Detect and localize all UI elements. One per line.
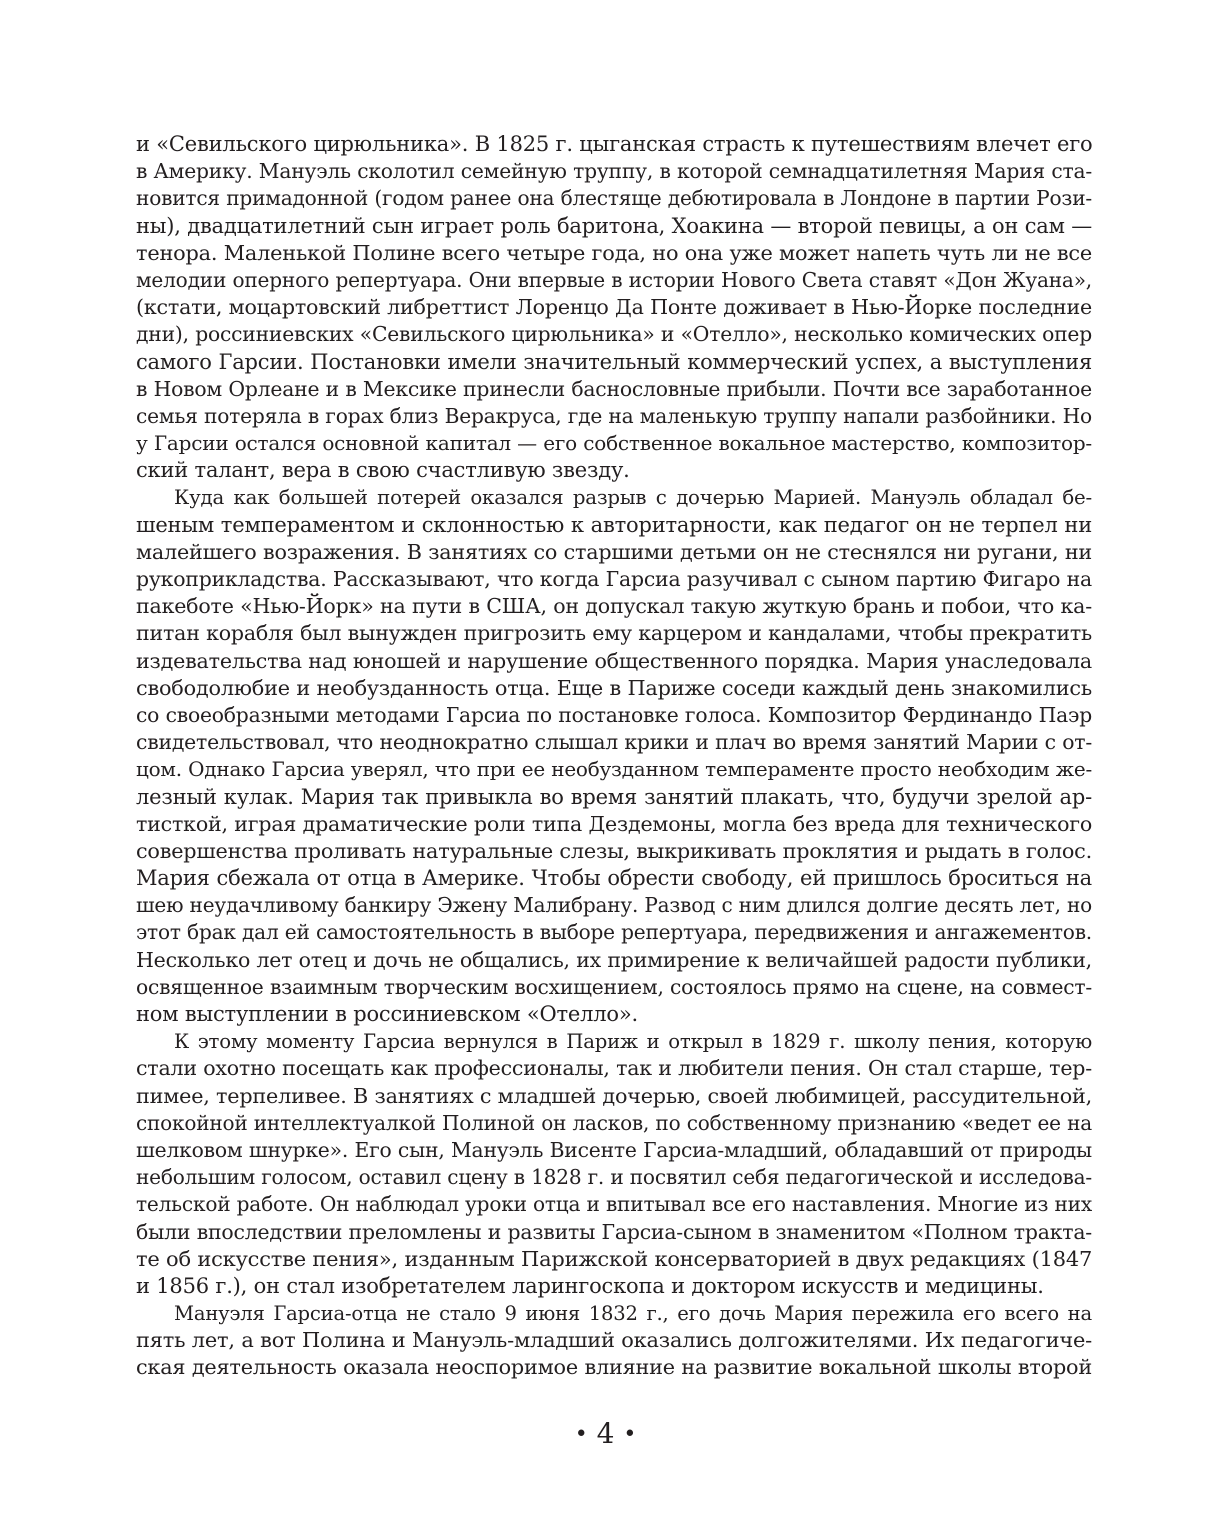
text-line: питан корабля был вынужден пригрозить ему карцером и кандалами, чтобы прекратить (136, 621, 1092, 646)
text-line: в Америку. Мануэль сколотил семейную труппу, в которой семнадцатилетняя Мария ста- (136, 159, 1092, 184)
text-line: новится примадонной (годом ранее она блестяще дебютировала в Лондоне в партии Рози- (136, 186, 1092, 211)
text-line: со своеобразными методами Гарсиа по постановке голоса. Композитор Фердинандо Паэр (136, 702, 1092, 727)
text-line: и «Севильского цирюльника». В 1825 г. цыганская страсть к путешествиям влечет его (136, 132, 1093, 156)
text-line: ны), двадцатилетний сын играет роль баритона, Хоакина — второй певицы, а он сам — (136, 213, 1092, 238)
page-number-value: 4 (596, 1417, 615, 1450)
text-line: Мария сбежала от отца в Америке. Чтобы обрести свободу, ей пришлось броситься на (136, 866, 1092, 891)
text-line: тельской работе. Он наблюдал уроки отца и впитывал все его наставления. Многие из них (136, 1192, 1092, 1217)
text-line: небольшим голосом, оставил сцену в 1828 г. и посвятил себя педагогической и исследова- (136, 1165, 1092, 1190)
text-line: издевательства над юношей и нарушение общественного порядка. Мария унаследовала (136, 648, 1092, 673)
text-line: дни), россиниевских «Севильского цирюльника» и «Отелло», несколько комических опер (136, 322, 1092, 347)
text-line: рукоприкладства. Рассказывают, что когда Гарсиа разучивал с сыном партию Фигаро на (136, 567, 1092, 591)
text-line: стали охотно посещать как профессионалы, так и любители пения. Он стал старше, тер- (136, 1056, 1092, 1081)
text-line: в Новом Орлеане и в Мексике принесли баснословные прибыли. Почти все заработанное (136, 376, 1092, 401)
text-line: (кстати, моцартовский либреттист Лоренцо Да Понте доживает в Нью-Йорке последние (136, 295, 1092, 320)
paragraph (136, 131, 1092, 484)
text-line: Несколько лет отец и дочь не общались, их примирение к величайшей радости публики, (136, 947, 1092, 972)
text-line: цом. Однако Гарсиа уверял, что при ее необузданном темпераменте просто необходим же- (136, 757, 1092, 782)
text-line: были впоследствии преломлены и развиты Гарсиа-сыном в знаменитом «Полном тракта- (136, 1219, 1092, 1244)
folio-ornament-right: • (623, 1422, 637, 1447)
paragraph (136, 1028, 1092, 1300)
text-line: Мануэля Гарсиа-отца не стало 9 июня 1832 г., его дочь Мария пережила его всего на (174, 1302, 1092, 1326)
text-line: семья потеряла в горах близ Веракруса, где на маленькую труппу напали разбойники. Но (136, 403, 1092, 428)
text-line: шеным темпераментом и склонностью к авторитарности, как педагог он не терпел ни (136, 512, 1092, 537)
text-line: тисткой, играя драматические роли типа Дездемоны, могла без вреда для технического (136, 811, 1092, 836)
text-line: пимее, терпеливее. В занятиях с младшей дочерью, своей любимицей, рассудительной, (136, 1083, 1092, 1108)
text-line: свободолюбие и необузданность отца. Еще в Париже соседи каждый день знакомились (136, 675, 1092, 700)
text-line: К этому моменту Гарсиа вернулся в Париж и открыл в 1829 г. школу пения, которую (174, 1030, 1092, 1054)
page-number (0, 1414, 1211, 1455)
text-line: тенора. Маленькой Полине всего четыре года, но она уже может напеть чуть ли не все (136, 240, 1093, 265)
text-line: и 1856 г.), он стал изобретателем ларингоскопа и доктором искусств и медицины. (136, 1273, 1044, 1298)
text-line: свидетельствовал, что неоднократно слышал крики и плач во время занятий Марии с от- (136, 730, 1092, 755)
text-line: ская деятельность оказала неоспоримое влияние на развитие вокальной школы второй (136, 1355, 1092, 1380)
text-line: Куда как большей потерей оказался разрыв с дочерью Марией. Мануэль обладал бе- (174, 486, 1092, 510)
paragraph (136, 1300, 1092, 1382)
text-line: шею неудачливому банкиру Эжену Малибрану. Развод с ним длился долгие десять лет, но (136, 893, 1092, 918)
text-line: мелодии оперного репертуара. Они впервые в истории Нового Света ставят «Дон Жуана», (136, 267, 1092, 292)
paragraph (136, 484, 1092, 1028)
text-line: шелковом шнурке». Его сын, Мануэль Висенте Гарсиа-младший, обладавший от природы (136, 1137, 1092, 1162)
text-line: самого Гарсии. Постановки имели значительный коммерческий успех, а выступления (136, 349, 1092, 374)
text-line: малейшего возражения. В занятиях со старшими детьми он не стеснялся ни ругани, ни (136, 539, 1092, 564)
text-line: совершенства проливать натуральные слезы, выкрикивать проклятия и рыдать в голос. (136, 838, 1092, 863)
folio-ornament-left: • (574, 1422, 588, 1447)
body-text (136, 131, 1092, 1382)
text-line: те об искусстве пения», изданным Парижской консерваторией в двух редакциях (1847 (136, 1246, 1093, 1271)
text-line: спокойной интеллектуалкой Полиной он ласков, по собственному признанию «ведет ее на (136, 1110, 1092, 1135)
text-line: этот брак дал ей самостоятельность в выборе репертуара, передвижения и ангажементов. (136, 920, 1092, 945)
text-line: ном выступлении в россиниевском «Отелло». (136, 1002, 638, 1026)
text-line: пакеботе «Нью-Йорк» на пути в США, он допускал такую жуткую брань и побои, что ка- (136, 594, 1092, 619)
text-line: пять лет, а вот Полина и Мануэль-младший оказались долгожителями. Их педагогиче- (136, 1328, 1092, 1353)
text-line: лезный кулак. Мария так привыкла во время занятий плакать, что, будучи зрелой ар- (136, 784, 1092, 809)
text-line: у Гарсии остался основной капитал — его собственное вокальное мастерство, композитор- (136, 431, 1092, 456)
text-line: освященное взаимным творческим восхищением, состоялось прямо на сцене, на совмест- (136, 974, 1092, 999)
text-line: ский талант, вера в свою счастливую звезду. (136, 458, 630, 483)
